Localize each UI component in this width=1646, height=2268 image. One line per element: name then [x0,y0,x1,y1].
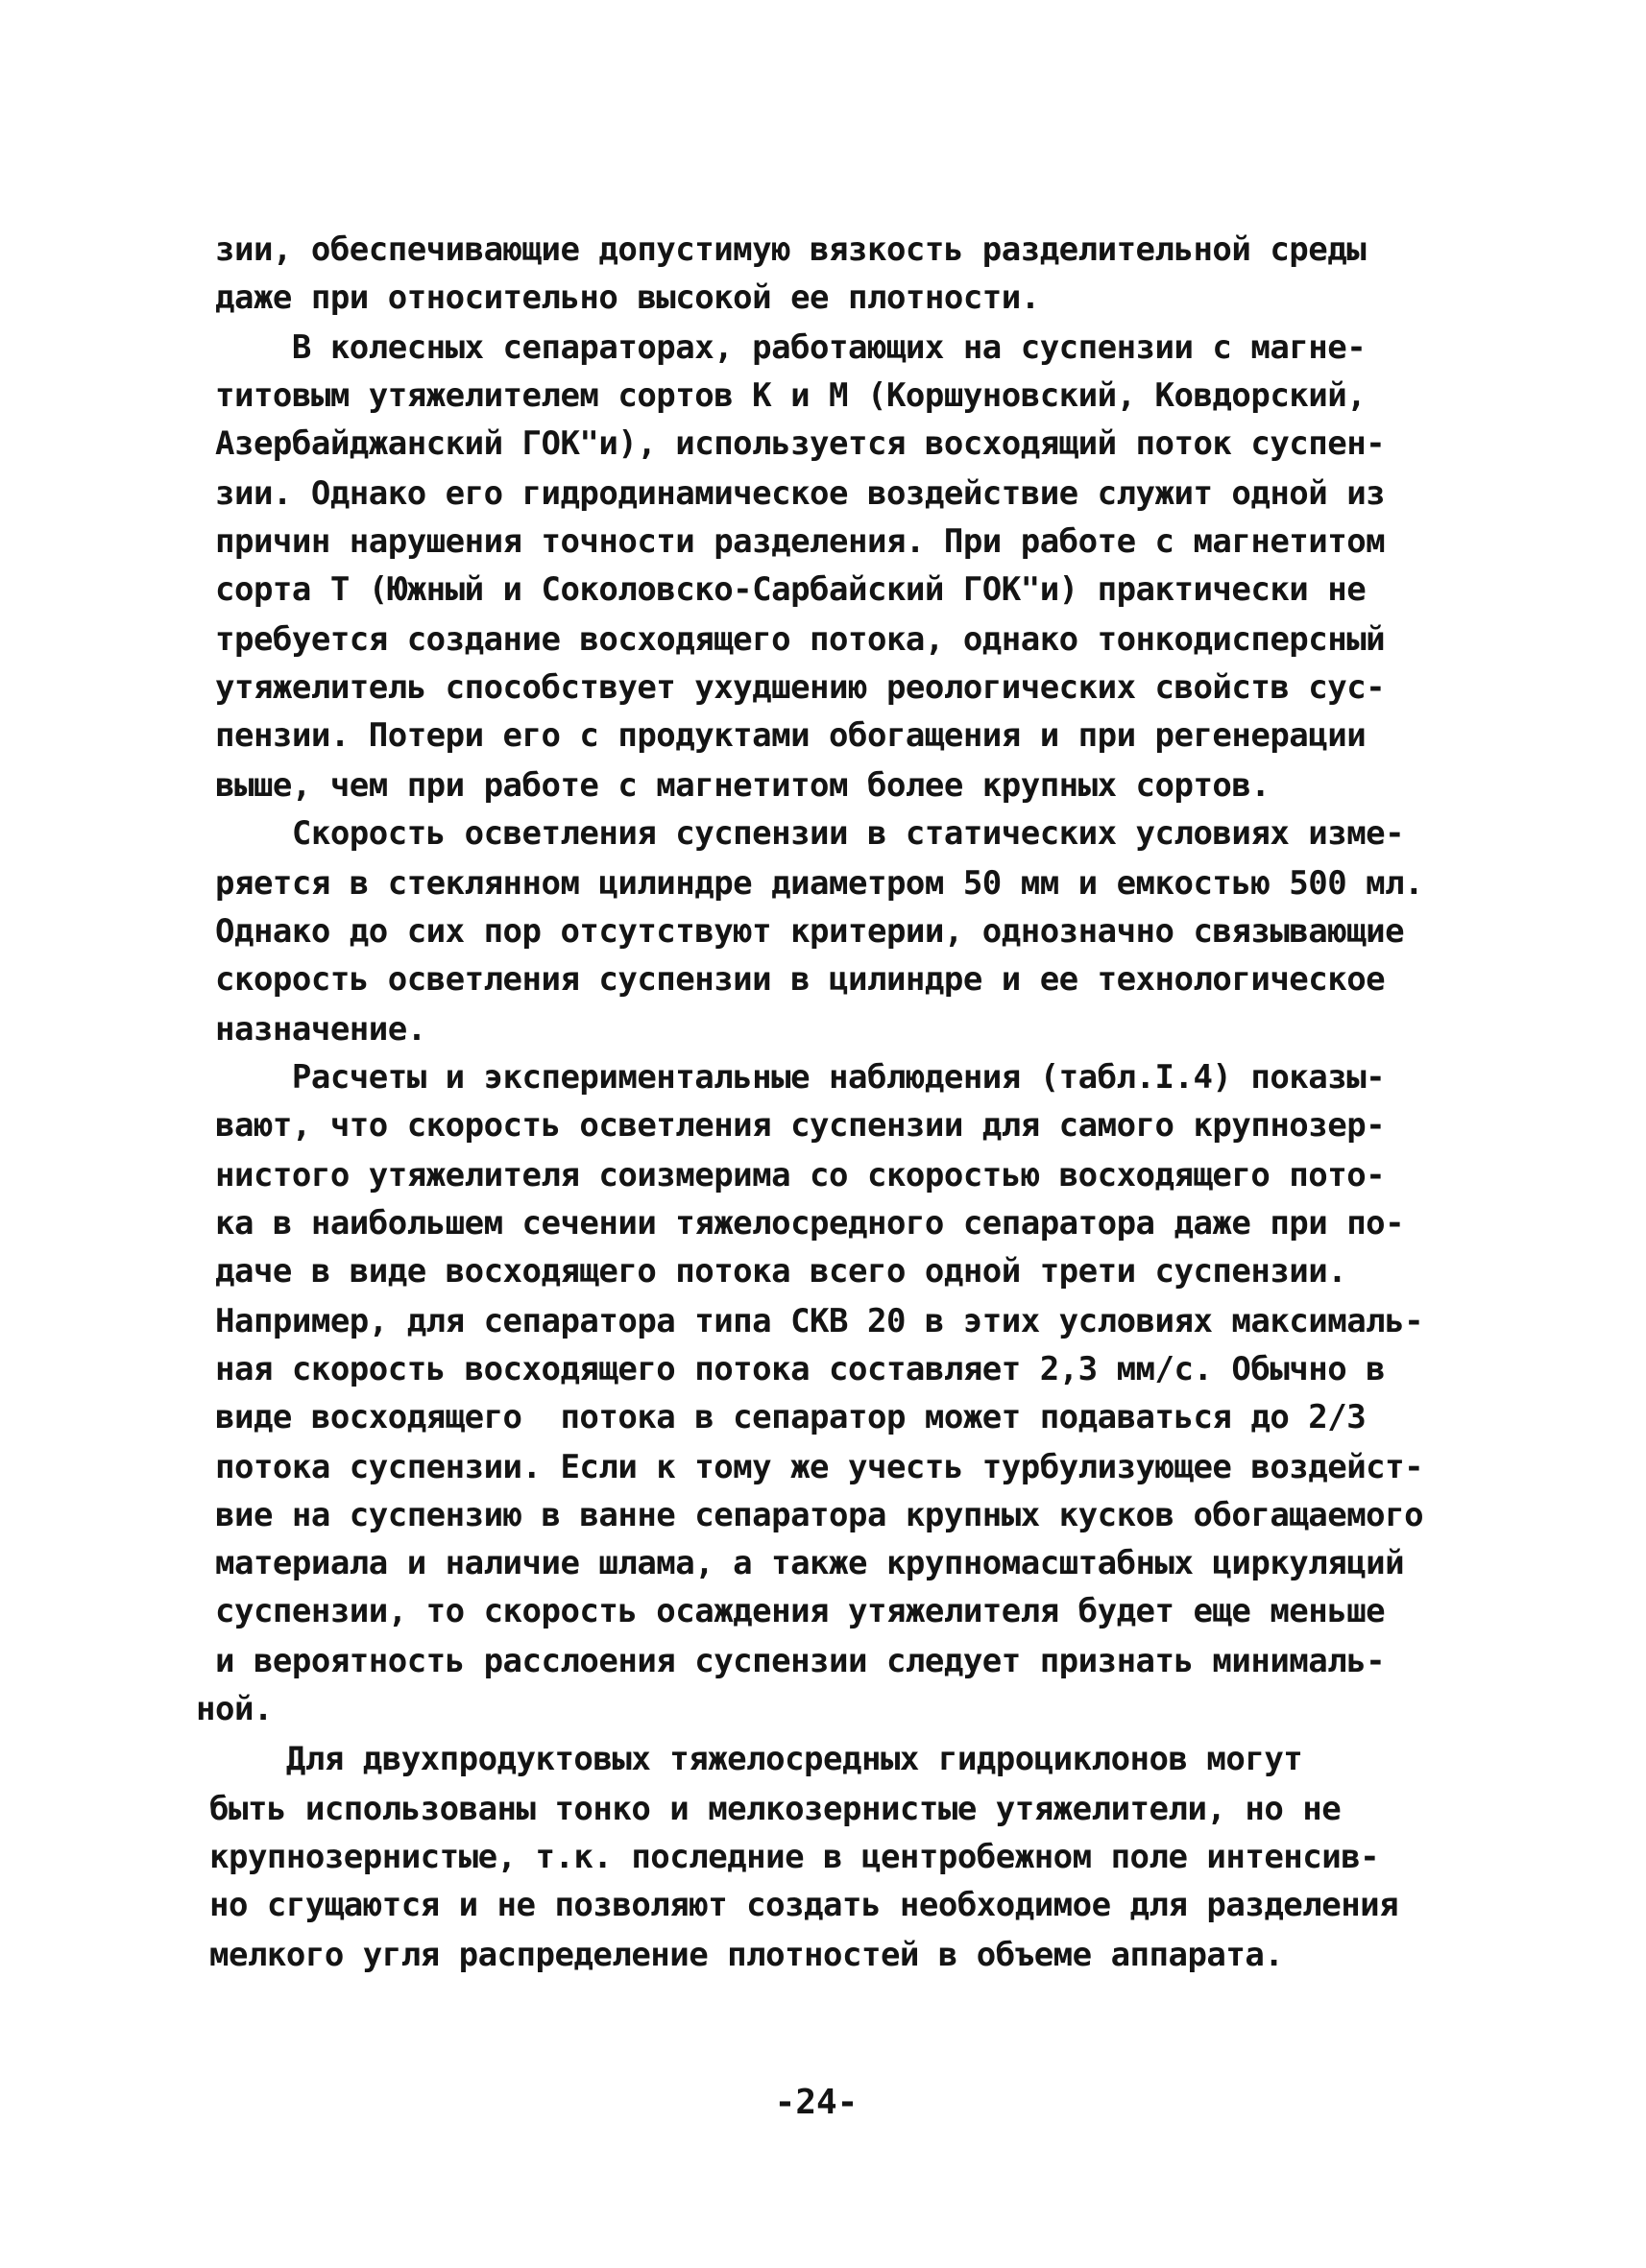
text-line: Например, для сепаратора типа СКВ 20 в этих условиях максималь- [215,1302,1424,1340]
text-line: ной. [196,1690,273,1728]
text-line: ряется в стеклянном цилиндре диаметром 50 мм и емкостью 500 мл. [215,864,1424,903]
text-line: требуется создание восходящего потока, однако тонкодисперсный [215,620,1386,659]
text-line: Для двухпродуктовых тяжелосредных гидроциклонов могут [209,1740,1303,1778]
text-line: суспензии, то скорость осаждения утяжелителя будет еще меньше [215,1592,1386,1630]
text-line: Расчеты и экспериментальные наблюдения (табл.I.4) показы- [215,1058,1386,1097]
text-line: вают, что скорость осветления суспензии для самого крупнозер- [215,1106,1386,1145]
text-line: быть использованы тонко и мелкозернистые утяжелители, но не [209,1790,1342,1828]
text-line: Азербайджанский ГОК"и), используется восходящий поток суспен- [215,424,1386,463]
text-line: вие на суспензию в ванне сепаратора крупных кусков обогащаемого [215,1496,1424,1534]
text-line: выше, чем при работе с магнетитом более крупных сортов. [215,766,1271,805]
text-line: и вероятность расслоения суспензии следует признать минималь- [215,1642,1386,1680]
text-line: пензии. Потери его с продуктами обогащения и при регенерации [215,716,1367,755]
text-line: нистого утяжелителя соизмерима со скоростью восходящего пото- [215,1156,1386,1194]
text-line: крупнозернистые, т.к. последние в центробежном поле интенсив- [209,1838,1380,1876]
text-line: даже при относительно высокой ее плотности. [215,278,1040,317]
text-line: скорость осветления суспензии в цилиндре и ее технологическое [215,960,1386,999]
text-line: мелкого угля распределение плотностей в объеме аппарата. [209,1936,1284,1974]
text-line: зии. Однако его гидродинамическое воздействие служит одной из [215,474,1386,513]
page-number: -24- [774,2083,859,2122]
text-line: виде восходящего потока в сепаратор может подаваться до 2/3 [215,1398,1367,1436]
text-line: назначение. [215,1010,426,1049]
text-line: но сгущаются и не позволяют создать необходимое для разделения [209,1886,1399,1924]
text-line: В колесных сепараторах, работающих на суспензии с магне- [215,328,1367,367]
text-line: сорта Т (Южный и Соколовско-Сарбайский ГОК"и) практически не [215,570,1367,609]
text-line: потока суспензии. Если к тому же учесть турбулизующее воздейст- [215,1448,1424,1486]
text-line: зии, обеспечивающие допустимую вязкость разделительной среды [215,230,1367,269]
text-line: Однако до сих пор отсутствуют критерии, однозначно связывающие [215,912,1405,951]
text-line: ная скорость восходящего потока составляет 2,3 мм/с. Обычно в [215,1350,1386,1388]
text-line: материала и наличие шлама, а также крупномасштабных циркуляций [215,1544,1405,1582]
text-line: даче в виде восходящего потока всего одной трети суспензии. [215,1252,1347,1291]
text-line: утяжелитель способствует ухудшению реологических свойств сус- [215,668,1386,707]
text-line: ка в наибольшем сечении тяжелосредного сепаратора даже при по- [215,1204,1405,1243]
text-line: Скорость осветления суспензии в статических условиях изме- [215,814,1405,853]
text-line: причин нарушения точности разделения. При работе с магнетитом [215,522,1386,561]
text-line: титовым утяжелителем сортов К и М (Коршуновский, Ковдорский, [215,376,1367,415]
